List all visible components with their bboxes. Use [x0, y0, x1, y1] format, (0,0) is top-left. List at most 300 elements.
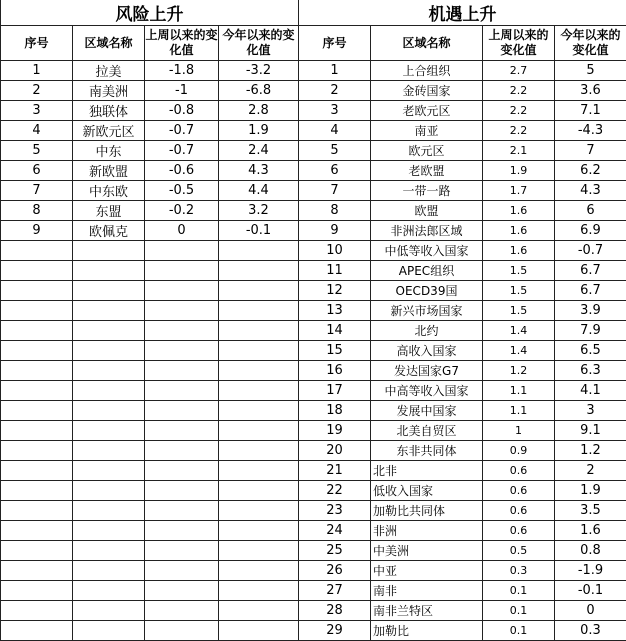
empty-cell[interactable] — [73, 461, 145, 481]
cell-region-name[interactable]: 一带一路 — [371, 181, 483, 201]
empty-cell[interactable] — [1, 521, 73, 541]
cell-region-name[interactable]: 加勒比 — [371, 621, 483, 641]
table-row — [299, 101, 626, 121]
empty-cell[interactable] — [1, 541, 73, 561]
empty-cell[interactable] — [219, 541, 299, 561]
table-row — [299, 181, 626, 201]
empty-cell[interactable] — [145, 581, 219, 601]
cell-ytd-change[interactable]: 5 — [555, 61, 626, 81]
cell-ytd-change[interactable]: 7.1 — [555, 101, 626, 121]
empty-row — [1, 241, 299, 261]
empty-cell[interactable] — [73, 561, 145, 581]
empty-cell[interactable] — [1, 281, 73, 301]
cell-weekly-change[interactable]: 2.2 — [483, 121, 555, 141]
table-row — [299, 521, 626, 541]
cell-ytd-change[interactable]: 2 — [555, 461, 626, 481]
cell-index[interactable]: 23 — [299, 501, 371, 521]
table-row — [299, 81, 626, 101]
cell-ytd-change[interactable]: 6.9 — [555, 221, 626, 241]
cell-region-name[interactable]: 金砖国家 — [371, 81, 483, 101]
empty-cell[interactable] — [145, 461, 219, 481]
cell-region-name[interactable]: 欧盟 — [371, 201, 483, 221]
empty-cell[interactable] — [73, 281, 145, 301]
cell-region-name[interactable]: 南非 — [371, 581, 483, 601]
cell-index[interactable]: 29 — [299, 621, 371, 641]
cell-weekly-change[interactable]: 1.6 — [483, 201, 555, 221]
cell-ytd-change[interactable]: 2.4 — [219, 141, 299, 161]
empty-cell[interactable] — [73, 321, 145, 341]
cell-index[interactable]: 15 — [299, 341, 371, 361]
cell-weekly-change[interactable]: -0.7 — [145, 141, 219, 161]
empty-cell[interactable] — [219, 261, 299, 281]
cell-ytd-change[interactable]: 4.1 — [555, 381, 626, 401]
header-region-name[interactable]: 区域名称 — [371, 26, 483, 61]
table-row — [299, 541, 626, 561]
cell-region-name[interactable]: 北约 — [371, 321, 483, 341]
empty-cell[interactable] — [1, 561, 73, 581]
cell-index[interactable]: 9 — [1, 221, 73, 241]
empty-cell[interactable] — [219, 461, 299, 481]
table-row — [1, 181, 299, 201]
empty-row — [1, 321, 299, 341]
cell-weekly-change[interactable]: 2.2 — [483, 81, 555, 101]
table-row — [299, 601, 626, 621]
cell-ytd-change[interactable]: 3.2 — [219, 201, 299, 221]
cell-weekly-change[interactable]: 1.5 — [483, 261, 555, 281]
empty-row — [1, 401, 299, 421]
empty-cell[interactable] — [1, 441, 73, 461]
empty-cell[interactable] — [1, 481, 73, 501]
cell-weekly-change[interactable]: 1.1 — [483, 381, 555, 401]
cell-ytd-change[interactable]: 6.7 — [555, 261, 626, 281]
empty-cell[interactable] — [1, 581, 73, 601]
cell-ytd-change[interactable]: 3.6 — [555, 81, 626, 101]
empty-cell[interactable] — [145, 381, 219, 401]
empty-cell[interactable] — [219, 301, 299, 321]
cell-index[interactable]: 27 — [299, 581, 371, 601]
empty-cell[interactable] — [219, 341, 299, 361]
table-row — [299, 201, 626, 221]
opportunity-rising-table — [298, 0, 626, 641]
empty-cell[interactable] — [1, 241, 73, 261]
cell-ytd-change[interactable]: 0 — [555, 601, 626, 621]
header-weekly-change[interactable]: 上周以来的变化值 — [483, 26, 555, 61]
table-row — [299, 361, 626, 381]
header-index[interactable]: 序号 — [1, 26, 73, 61]
empty-cell[interactable] — [219, 501, 299, 521]
cell-region-name[interactable]: 新欧盟 — [73, 161, 145, 181]
cell-weekly-change[interactable]: 1.5 — [483, 281, 555, 301]
empty-cell[interactable] — [219, 601, 299, 621]
cell-weekly-change[interactable]: -0.8 — [145, 101, 219, 121]
empty-cell[interactable] — [1, 261, 73, 281]
cell-weekly-change[interactable]: 0.1 — [483, 601, 555, 621]
cell-region-name[interactable]: 中东欧 — [73, 181, 145, 201]
cell-weekly-change[interactable]: 0.6 — [483, 521, 555, 541]
cell-index[interactable]: 19 — [299, 421, 371, 441]
cell-weekly-change[interactable]: 0 — [145, 221, 219, 241]
empty-cell[interactable] — [73, 341, 145, 361]
empty-cell[interactable] — [73, 581, 145, 601]
empty-cell[interactable] — [1, 461, 73, 481]
risk-rising-table — [0, 0, 299, 641]
table-row — [299, 441, 626, 461]
cell-index[interactable]: 1 — [1, 61, 73, 81]
table-row — [299, 121, 626, 141]
header-index[interactable]: 序号 — [299, 26, 371, 61]
cell-index[interactable]: 3 — [299, 101, 371, 121]
cell-weekly-change[interactable]: 1.6 — [483, 221, 555, 241]
empty-cell[interactable] — [145, 281, 219, 301]
cell-index[interactable]: 4 — [299, 121, 371, 141]
cell-weekly-change[interactable]: 0.3 — [483, 561, 555, 581]
header-row — [299, 26, 626, 61]
cell-weekly-change[interactable]: 0.6 — [483, 481, 555, 501]
cell-index[interactable]: 24 — [299, 521, 371, 541]
cell-region-name[interactable]: 老欧元区 — [371, 101, 483, 121]
table-row — [1, 161, 299, 181]
header-region-name[interactable]: 区域名称 — [73, 26, 145, 61]
cell-weekly-change[interactable]: 1.9 — [483, 161, 555, 181]
table-row — [1, 81, 299, 101]
cell-index[interactable]: 6 — [299, 161, 371, 181]
empty-cell[interactable] — [145, 621, 219, 641]
empty-cell[interactable] — [145, 421, 219, 441]
cell-weekly-change[interactable]: -1.8 — [145, 61, 219, 81]
empty-cell[interactable] — [1, 401, 73, 421]
header-row — [1, 26, 299, 61]
cell-weekly-change[interactable]: 0.1 — [483, 621, 555, 641]
title-row — [1, 0, 299, 26]
cell-index[interactable]: 21 — [299, 461, 371, 481]
empty-cell[interactable] — [219, 581, 299, 601]
cell-index[interactable]: 7 — [1, 181, 73, 201]
cell-ytd-change[interactable]: 4.4 — [219, 181, 299, 201]
header-ytd-change[interactable]: 今年以来的变化值 — [555, 26, 626, 61]
empty-row — [1, 381, 299, 401]
cell-index[interactable]: 11 — [299, 261, 371, 281]
empty-cell[interactable] — [73, 501, 145, 521]
empty-cell[interactable] — [145, 561, 219, 581]
cell-ytd-change[interactable]: 0.8 — [555, 541, 626, 561]
cell-ytd-change[interactable]: 1.9 — [555, 481, 626, 501]
cell-region-name[interactable]: 发展中国家 — [371, 401, 483, 421]
table-row — [299, 301, 626, 321]
cell-index[interactable]: 2 — [299, 81, 371, 101]
cell-index[interactable]: 12 — [299, 281, 371, 301]
cell-weekly-change[interactable]: 1.5 — [483, 301, 555, 321]
cell-ytd-change[interactable]: -0.1 — [219, 221, 299, 241]
header-ytd-change[interactable]: 今年以来的变化值 — [219, 26, 299, 61]
cell-region-name[interactable]: 欧元区 — [371, 141, 483, 161]
cell-region-name[interactable]: OECD39国 — [371, 281, 483, 301]
empty-cell[interactable] — [219, 241, 299, 261]
empty-row — [1, 421, 299, 441]
cell-region-name[interactable]: 新欧元区 — [73, 121, 145, 141]
cell-index[interactable]: 8 — [1, 201, 73, 221]
cell-weekly-change[interactable]: 2.2 — [483, 101, 555, 121]
cell-index[interactable]: 8 — [299, 201, 371, 221]
cell-region-name[interactable]: APEC组织 — [371, 261, 483, 281]
cell-weekly-change[interactable]: 1.4 — [483, 341, 555, 361]
empty-cell[interactable] — [145, 501, 219, 521]
cell-index[interactable]: 2 — [1, 81, 73, 101]
table-row — [299, 341, 626, 361]
table-row — [299, 401, 626, 421]
empty-cell[interactable] — [145, 401, 219, 421]
cell-ytd-change[interactable]: 2.8 — [219, 101, 299, 121]
cell-weekly-change[interactable]: 1.7 — [483, 181, 555, 201]
cell-index[interactable]: 20 — [299, 441, 371, 461]
empty-cell[interactable] — [145, 321, 219, 341]
cell-index[interactable]: 1 — [299, 61, 371, 81]
cell-region-name[interactable]: 欧佩克 — [73, 221, 145, 241]
empty-cell[interactable] — [145, 601, 219, 621]
empty-cell[interactable] — [145, 241, 219, 261]
cell-weekly-change[interactable]: 2.7 — [483, 61, 555, 81]
empty-cell[interactable] — [219, 381, 299, 401]
empty-cell[interactable] — [219, 441, 299, 461]
empty-cell[interactable] — [73, 481, 145, 501]
cell-index[interactable]: 13 — [299, 301, 371, 321]
empty-cell[interactable] — [1, 621, 73, 641]
empty-cell[interactable] — [73, 381, 145, 401]
cell-index[interactable]: 5 — [299, 141, 371, 161]
empty-cell[interactable] — [219, 621, 299, 641]
cell-region-name[interactable]: 低收入国家 — [371, 481, 483, 501]
empty-cell[interactable] — [73, 601, 145, 621]
table-row — [299, 501, 626, 521]
empty-cell[interactable] — [219, 321, 299, 341]
table-row — [299, 561, 626, 581]
cell-region-name[interactable]: 拉美 — [73, 61, 145, 81]
table-row — [1, 221, 299, 241]
table-row — [299, 161, 626, 181]
empty-cell[interactable] — [219, 421, 299, 441]
table-row — [1, 101, 299, 121]
empty-row — [1, 361, 299, 381]
empty-row — [1, 521, 299, 541]
cell-weekly-change[interactable]: 1.6 — [483, 241, 555, 261]
cell-weekly-change[interactable]: 0.6 — [483, 461, 555, 481]
cell-weekly-change[interactable]: 2.1 — [483, 141, 555, 161]
empty-cell[interactable] — [1, 501, 73, 521]
empty-row — [1, 461, 299, 481]
cell-ytd-change[interactable]: 4.3 — [219, 161, 299, 181]
cell-ytd-change[interactable]: 7.9 — [555, 321, 626, 341]
cell-ytd-change[interactable]: 6 — [555, 201, 626, 221]
cell-index[interactable]: 4 — [1, 121, 73, 141]
empty-cell[interactable] — [73, 301, 145, 321]
table-row — [1, 61, 299, 81]
empty-cell[interactable] — [219, 281, 299, 301]
cell-index[interactable]: 16 — [299, 361, 371, 381]
empty-row — [1, 341, 299, 361]
table-row — [299, 581, 626, 601]
cell-ytd-change[interactable]: 1.2 — [555, 441, 626, 461]
empty-cell[interactable] — [73, 361, 145, 381]
cell-region-name[interactable]: 南亚 — [371, 121, 483, 141]
empty-cell[interactable] — [73, 261, 145, 281]
empty-cell[interactable] — [1, 321, 73, 341]
table-row — [299, 281, 626, 301]
empty-cell[interactable] — [73, 401, 145, 421]
cell-weekly-change[interactable]: 1.4 — [483, 321, 555, 341]
empty-cell[interactable] — [1, 601, 73, 621]
cell-ytd-change[interactable]: 1.9 — [219, 121, 299, 141]
cell-weekly-change[interactable]: -0.7 — [145, 121, 219, 141]
cell-weekly-change[interactable]: 1.1 — [483, 401, 555, 421]
table-row — [299, 221, 626, 241]
cell-ytd-change[interactable]: 4.3 — [555, 181, 626, 201]
empty-cell[interactable] — [1, 421, 73, 441]
table-row — [299, 621, 626, 641]
cell-region-name[interactable]: 非洲法郎区域 — [371, 221, 483, 241]
cell-ytd-change[interactable]: -0.1 — [555, 581, 626, 601]
cell-ytd-change[interactable]: 7 — [555, 141, 626, 161]
cell-index[interactable]: 25 — [299, 541, 371, 561]
cell-region-name[interactable]: 南美洲 — [73, 81, 145, 101]
cell-region-name[interactable]: 发达国家G7 — [371, 361, 483, 381]
cell-index[interactable]: 28 — [299, 601, 371, 621]
empty-cell[interactable] — [73, 541, 145, 561]
empty-cell[interactable] — [1, 301, 73, 321]
cell-weekly-change[interactable]: 0.5 — [483, 541, 555, 561]
empty-cell[interactable] — [145, 361, 219, 381]
cell-region-name[interactable]: 北非 — [371, 461, 483, 481]
table-row — [299, 461, 626, 481]
cell-weekly-change[interactable]: -0.6 — [145, 161, 219, 181]
cell-weekly-change[interactable]: -0.2 — [145, 201, 219, 221]
empty-row — [1, 261, 299, 281]
cell-weekly-change[interactable]: -0.5 — [145, 181, 219, 201]
cell-region-name[interactable]: 东盟 — [73, 201, 145, 221]
empty-cell[interactable] — [145, 261, 219, 281]
empty-row — [1, 441, 299, 461]
table-title: 机遇上升 — [299, 0, 626, 26]
cell-index[interactable]: 10 — [299, 241, 371, 261]
empty-cell[interactable] — [219, 481, 299, 501]
cell-index[interactable]: 17 — [299, 381, 371, 401]
cell-weekly-change[interactable]: -1 — [145, 81, 219, 101]
cell-index[interactable]: 5 — [1, 141, 73, 161]
empty-cell[interactable] — [219, 521, 299, 541]
cell-region-name[interactable]: 北美自贸区 — [371, 421, 483, 441]
cell-ytd-change[interactable]: 3.5 — [555, 501, 626, 521]
cell-index[interactable]: 14 — [299, 321, 371, 341]
empty-row — [1, 561, 299, 581]
table-row — [1, 121, 299, 141]
table-row — [299, 481, 626, 501]
empty-row — [1, 281, 299, 301]
empty-row — [1, 581, 299, 601]
cell-weekly-change[interactable]: 1.2 — [483, 361, 555, 381]
empty-cell[interactable] — [73, 441, 145, 461]
cell-index[interactable]: 6 — [1, 161, 73, 181]
cell-ytd-change[interactable]: -3.2 — [219, 61, 299, 81]
table-row — [299, 61, 626, 81]
cell-ytd-change[interactable]: 6.5 — [555, 341, 626, 361]
empty-cell[interactable] — [219, 561, 299, 581]
table-row — [299, 321, 626, 341]
table-row — [299, 141, 626, 161]
cell-region-name[interactable]: 中低等收入国家 — [371, 241, 483, 261]
empty-cell[interactable] — [73, 521, 145, 541]
empty-cell[interactable] — [145, 541, 219, 561]
cell-region-name[interactable]: 老欧盟 — [371, 161, 483, 181]
empty-cell[interactable] — [73, 241, 145, 261]
cell-region-name[interactable]: 高收入国家 — [371, 341, 483, 361]
cell-index[interactable]: 7 — [299, 181, 371, 201]
cell-region-name[interactable]: 东非共同体 — [371, 441, 483, 461]
cell-weekly-change[interactable]: 0.9 — [483, 441, 555, 461]
cell-ytd-change[interactable]: 0.3 — [555, 621, 626, 641]
cell-ytd-change[interactable]: 6.3 — [555, 361, 626, 381]
empty-cell[interactable] — [1, 361, 73, 381]
table-row — [299, 421, 626, 441]
cell-region-name[interactable]: 南非兰特区 — [371, 601, 483, 621]
empty-row — [1, 541, 299, 561]
cell-ytd-change[interactable]: -1.9 — [555, 561, 626, 581]
empty-cell[interactable] — [219, 401, 299, 421]
cell-region-name[interactable]: 中美洲 — [371, 541, 483, 561]
cell-index[interactable]: 9 — [299, 221, 371, 241]
empty-cell[interactable] — [145, 441, 219, 461]
cell-weekly-change[interactable]: 0.6 — [483, 501, 555, 521]
empty-cell[interactable] — [145, 341, 219, 361]
cell-ytd-change[interactable]: -4.3 — [555, 121, 626, 141]
cell-ytd-change[interactable]: 9.1 — [555, 421, 626, 441]
table-row — [1, 141, 299, 161]
header-weekly-change[interactable]: 上周以来的变化值 — [145, 26, 219, 61]
empty-cell[interactable] — [73, 421, 145, 441]
cell-index[interactable]: 22 — [299, 481, 371, 501]
empty-cell[interactable] — [73, 621, 145, 641]
empty-cell[interactable] — [145, 521, 219, 541]
cell-ytd-change[interactable]: -6.8 — [219, 81, 299, 101]
cell-ytd-change[interactable]: 1.6 — [555, 521, 626, 541]
cell-region-name[interactable]: 中东 — [73, 141, 145, 161]
cell-region-name[interactable]: 加勒比共同体 — [371, 501, 483, 521]
empty-cell[interactable] — [219, 361, 299, 381]
empty-row — [1, 621, 299, 641]
cell-index[interactable]: 3 — [1, 101, 73, 121]
cell-ytd-change[interactable]: -0.7 — [555, 241, 626, 261]
table-row — [299, 241, 626, 261]
empty-row — [1, 601, 299, 621]
cell-ytd-change[interactable]: 3.9 — [555, 301, 626, 321]
empty-cell[interactable] — [145, 301, 219, 321]
cell-ytd-change[interactable]: 3 — [555, 401, 626, 421]
empty-row — [1, 481, 299, 501]
cell-region-name[interactable]: 中亚 — [371, 561, 483, 581]
table-row — [1, 201, 299, 221]
cell-weekly-change[interactable]: 1 — [483, 421, 555, 441]
cell-ytd-change[interactable]: 6.2 — [555, 161, 626, 181]
cell-region-name[interactable]: 中高等收入国家 — [371, 381, 483, 401]
cell-region-name[interactable]: 上合组织 — [371, 61, 483, 81]
cell-ytd-change[interactable]: 6.7 — [555, 281, 626, 301]
cell-region-name[interactable]: 独联体 — [73, 101, 145, 121]
empty-cell[interactable] — [1, 341, 73, 361]
empty-cell[interactable] — [145, 481, 219, 501]
cell-region-name[interactable]: 新兴市场国家 — [371, 301, 483, 321]
cell-index[interactable]: 26 — [299, 561, 371, 581]
cell-weekly-change[interactable]: 0.1 — [483, 581, 555, 601]
cell-region-name[interactable]: 非洲 — [371, 521, 483, 541]
empty-cell[interactable] — [1, 381, 73, 401]
cell-index[interactable]: 18 — [299, 401, 371, 421]
